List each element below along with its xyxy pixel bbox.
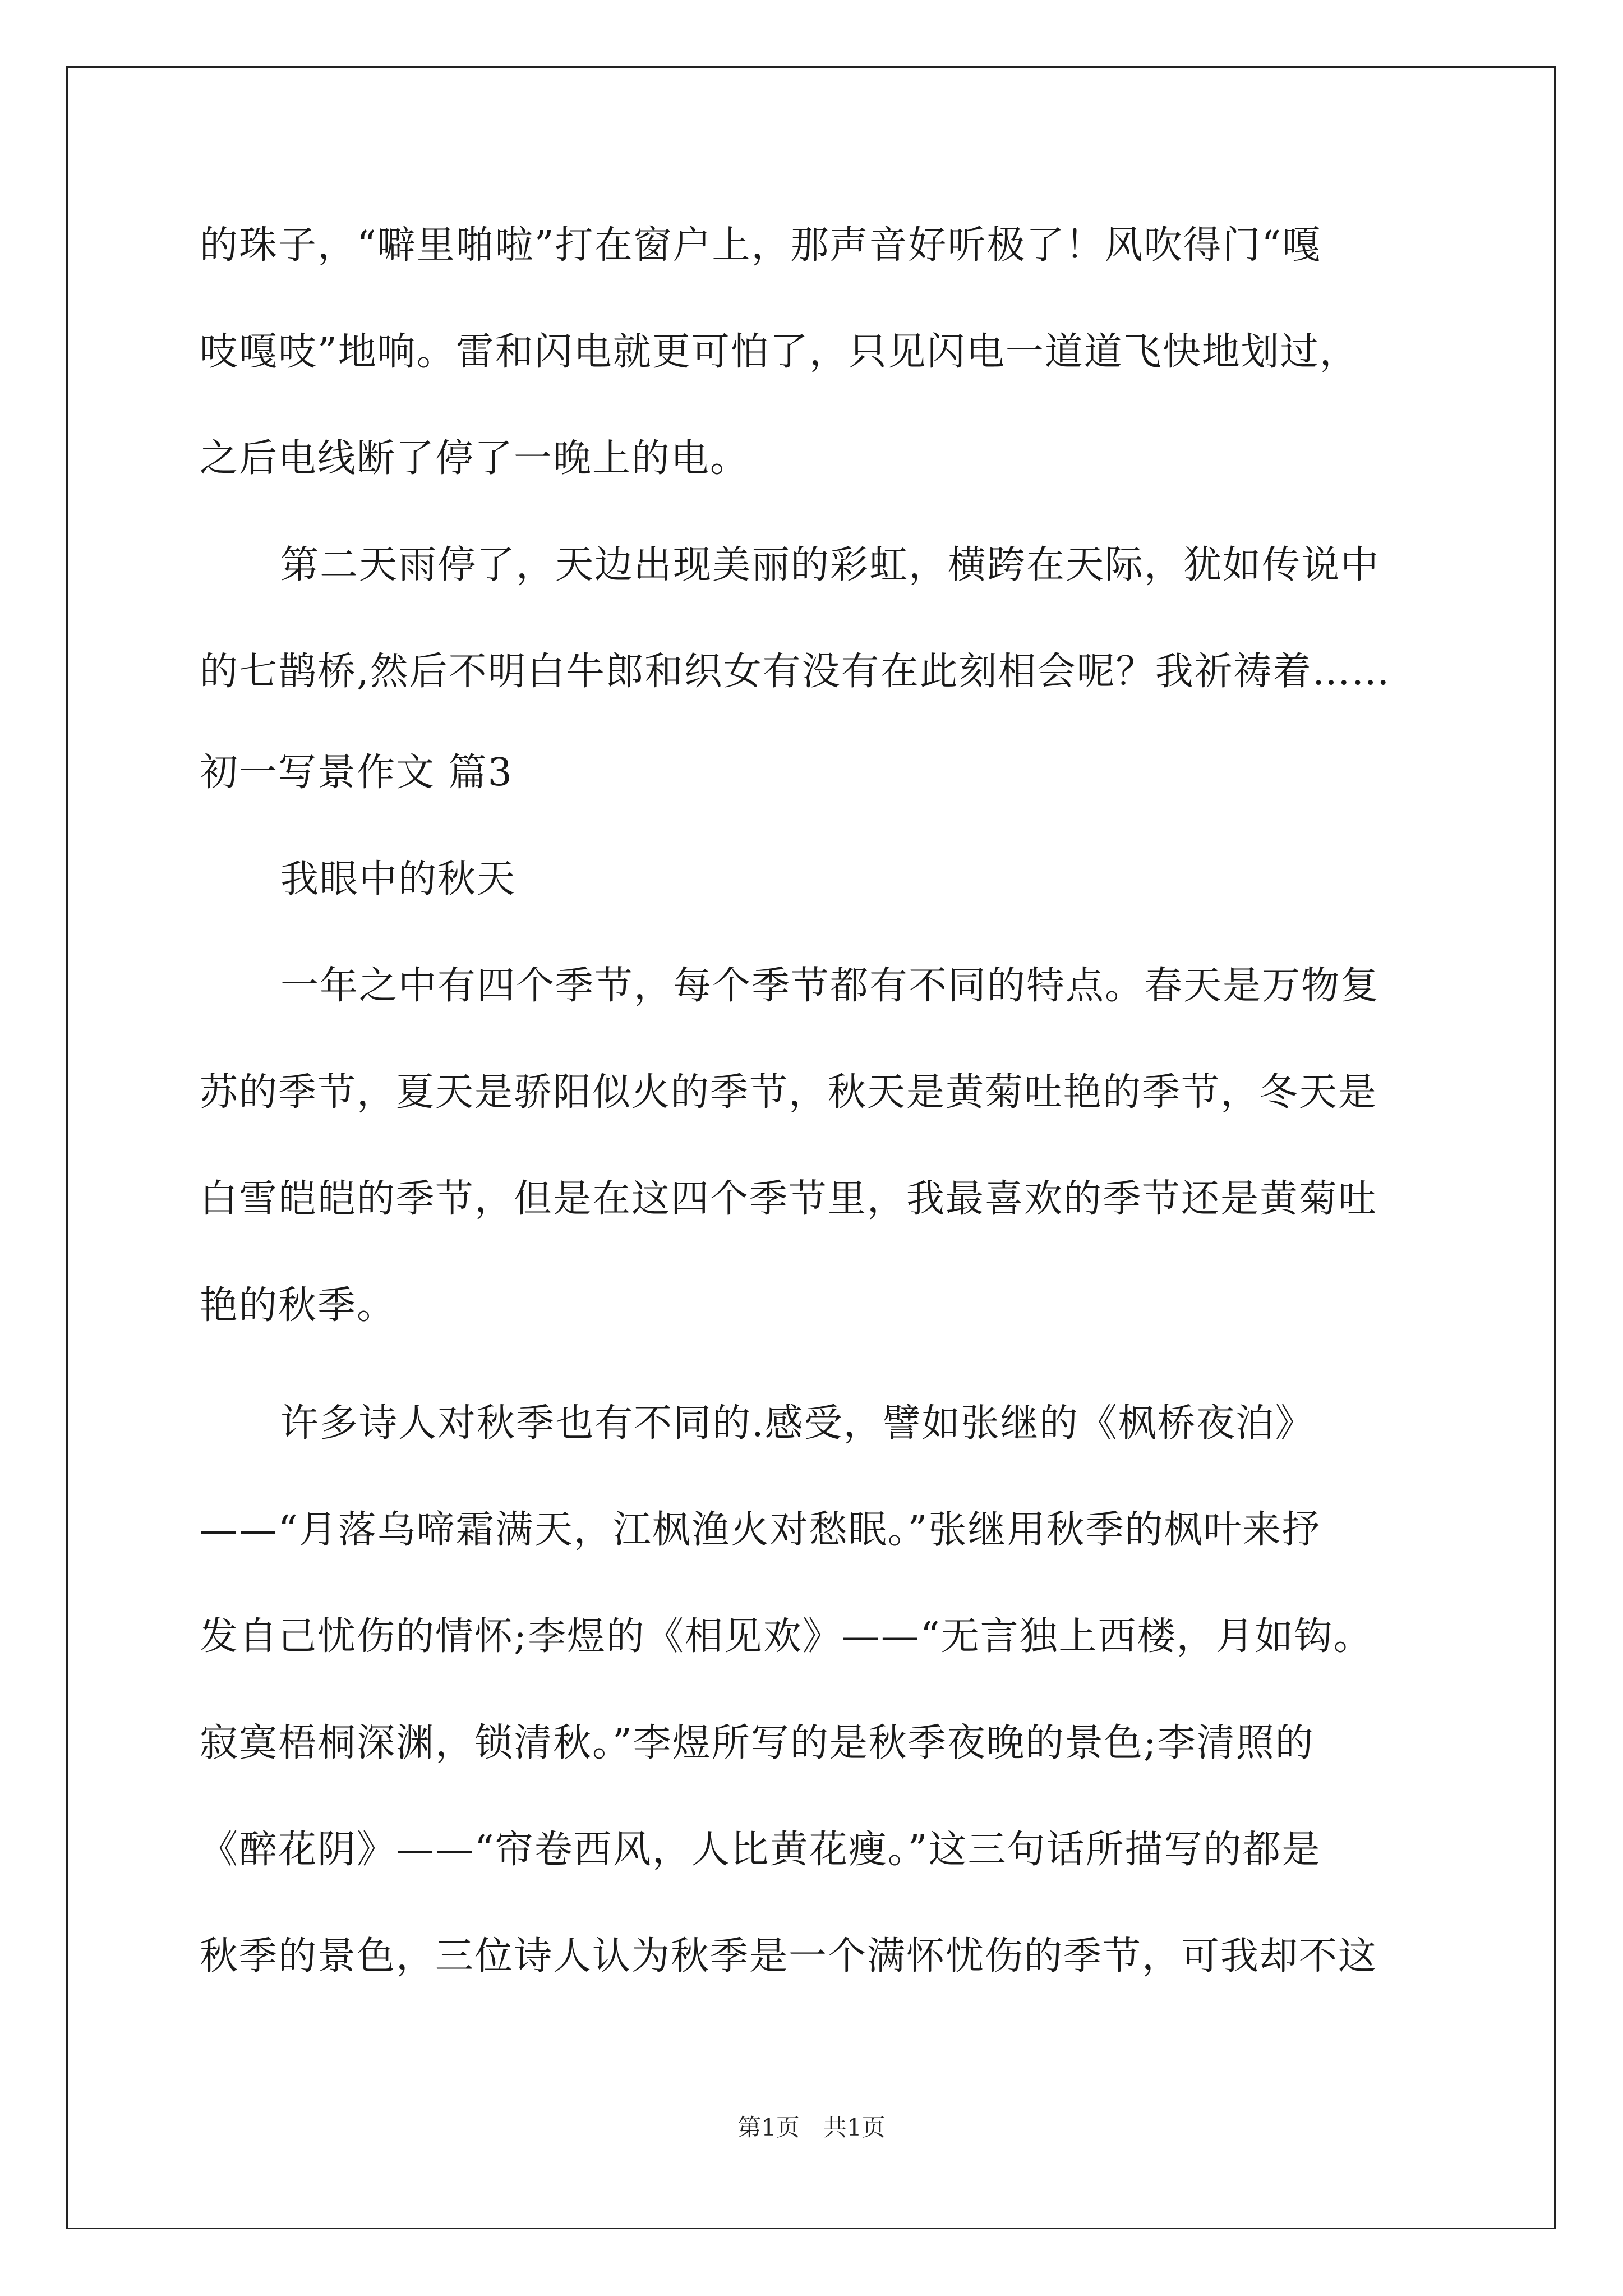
text-line-15: 寂寞梧桐深渊，锁清秋。”李煜所写的是秋季夜晚的景色;李清照的 bbox=[200, 1721, 1315, 1765]
text-line-4: 第二天雨停了，天边出现美丽的彩虹，横跨在天际，犹如传说中 bbox=[280, 543, 1380, 587]
text-line-5: 的七鹊桥,然后不明白牛郎和织女有没有在此刻相会呢？我祈祷着…… bbox=[200, 650, 1391, 694]
text-line-9: 苏的季节，夏天是骄阳似火的季节，秋天是黄菊吐艳的季节，冬天是 bbox=[200, 1070, 1378, 1115]
text-line-1: 的珠子，“噼里啪啦”打在窗户上，那声音好听极了！风吹得门“嘎 bbox=[200, 223, 1322, 268]
section-heading: 初一写景作文 篇3 bbox=[200, 751, 513, 795]
text-line-8: 一年之中有四个季节，每个季节都有不同的特点。春天是万物复 bbox=[280, 964, 1380, 1008]
essay-title: 我眼中的秋天 bbox=[280, 857, 517, 901]
text-line-13: ——“月落乌啼霜满天，江枫渔火对愁眠。”张继用秋季的枫叶来抒 bbox=[200, 1508, 1321, 1552]
text-line-2: 吱嘎吱”地响。雷和闪电就更可怕了，只见闪电一道道飞快地划过， bbox=[200, 330, 1359, 374]
text-line-16: 《醉花阴》——“帘卷西风，人比黄花瘦。”这三句话所描写的都是 bbox=[200, 1828, 1321, 1872]
text-line-3: 之后电线断了停了一晚上的电。 bbox=[200, 436, 750, 481]
page-border bbox=[66, 66, 1556, 2229]
text-line-10: 白雪皑皑的季节，但是在这四个季节里，我最喜欢的季节还是黄菊吐 bbox=[200, 1177, 1378, 1221]
text-line-12: 许多诗人对秋季也有不同的.感受，譬如张继的《枫桥夜泊》 bbox=[280, 1401, 1315, 1446]
text-line-14: 发自己忧伤的情怀;李煜的《相见欢》——“无言独上西楼，月如钩。 bbox=[200, 1614, 1373, 1659]
page-footer: 第1页 共1页 bbox=[737, 2114, 886, 2141]
text-line-17: 秋季的景色，三位诗人认为秋季是一个满怀忧伤的季节，可我却不这 bbox=[200, 1934, 1378, 1978]
text-line-11: 艳的秋季。 bbox=[200, 1283, 396, 1328]
